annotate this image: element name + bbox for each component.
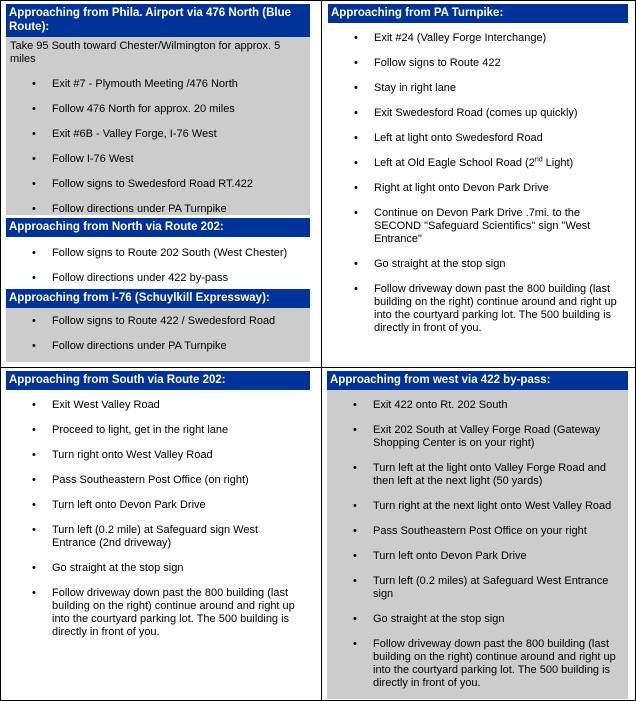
list-item: • Turn left at the light onto Valley Forge Road and then left at the next light (50 yards) — [353, 462, 606, 487]
bullet-icon: • — [32, 340, 36, 352]
list-item: • Turn left onto Devon Park Drive — [353, 550, 527, 562]
bullet-icon: • — [353, 424, 357, 436]
bullet-icon: • — [32, 315, 36, 327]
bullet-icon: • — [354, 157, 358, 169]
list-item: • Follow directions under PA Turnpike — [32, 340, 227, 352]
section-title: Approaching from North via Route 202: — [6, 218, 310, 237]
bullet-icon: • — [32, 587, 36, 599]
bullet-icon: • — [354, 57, 358, 69]
list-item: • Follow directions under PA Turnpike — [32, 203, 227, 215]
section-title: Approaching from South via Route 202: — [6, 371, 310, 390]
list-item: • Go straight at the stop sign — [353, 613, 505, 625]
section-i76 — [6, 289, 310, 362]
bullet-icon: • — [32, 474, 36, 486]
section-phila-airport — [6, 4, 310, 215]
list-item: • Follow directions under 422 by-pass — [32, 272, 229, 284]
bullet-icon: • — [32, 247, 36, 259]
intro-text: Take 95 South toward Chester/Wilmington for approx. 5 miles — [10, 40, 281, 65]
list-item: • Proceed to light, get in the right lane — [32, 424, 229, 436]
bullet-icon: • — [32, 449, 36, 461]
list-item: • Left at light onto Swedesford Road — [354, 132, 543, 144]
list-item: • Stay in right lane — [354, 82, 456, 94]
section-north-202 — [6, 218, 310, 289]
list-item: • Follow signs to Route 202 South (West Chester) — [32, 247, 288, 259]
section-title: Approaching from Phila. Airport via 476 North (Blue Route): — [6, 4, 310, 37]
bullet-icon: • — [32, 203, 36, 215]
bullet-icon: • — [32, 178, 36, 190]
cell-bottom-left — [6, 371, 310, 639]
bullet-icon: • — [32, 153, 36, 165]
list-item: • Turn right at the next light onto West Valley Road — [353, 500, 612, 512]
section-body — [327, 390, 628, 699]
bullet-icon: • — [32, 103, 36, 115]
list-item: • Exit 422 onto Rt. 202 South — [353, 399, 508, 411]
section-south-202 — [6, 371, 310, 639]
list-item: • Pass Southeastern Post Office (on right) — [32, 474, 249, 486]
section-body — [6, 237, 310, 289]
bullet-icon: • — [354, 107, 358, 119]
bullet-icon: • — [354, 207, 358, 219]
list-item: • Follow I-76 West — [32, 153, 134, 165]
list-item: • Exit West Valley Road — [32, 399, 160, 411]
list-item: • Follow driveway down past the 800 building (last building on the right) continue around and right up into the courtyard parking lot. The 500 building is directly in front of you. — [32, 587, 295, 638]
cell-top-left — [6, 4, 310, 362]
list-item: • Follow signs to Swedesford Road RT.422 — [32, 178, 253, 190]
bullet-icon: • — [32, 399, 36, 411]
list-item: • Right at light onto Devon Park Drive — [354, 182, 549, 194]
list-item: • Pass Southeastern Post Office on your right — [353, 525, 587, 537]
list-item: • Follow driveway down past the 800 building (last building on the right) continue around and right up into the courtyard parking lot. The 500 building is directly in front of you. — [354, 283, 617, 334]
bullet-icon: • — [32, 424, 36, 436]
section-pa-turnpike — [328, 4, 628, 335]
bullet-icon: • — [32, 524, 36, 536]
section-west-422 — [327, 371, 628, 699]
bullet-icon: • — [32, 499, 36, 511]
bullet-icon: • — [354, 182, 358, 194]
list-item: • Exit #24 (Valley Forge Interchange) — [354, 32, 547, 44]
list-item: • Go straight at the stop sign — [32, 562, 184, 574]
list-item: • Turn right onto West Valley Road — [32, 449, 213, 461]
bullet-icon: • — [353, 638, 357, 650]
section-body — [6, 37, 310, 215]
column-divider — [321, 0, 322, 701]
list-item: • Turn left (0.2 mile) at Safeguard sign West Entrance (2nd driveway) — [32, 524, 259, 549]
bullet-icon: • — [32, 272, 36, 284]
bullet-icon: • — [354, 283, 358, 295]
bullet-icon: • — [353, 575, 357, 587]
cell-top-right — [328, 4, 628, 335]
cell-bottom-right — [327, 371, 628, 699]
list-item: • Turn left onto Devon Park Drive — [32, 499, 206, 511]
bullet-icon: • — [353, 550, 357, 562]
list-item: • Continue on Devon Park Drive .7mi. to the SECOND "Safeguard Scientifics" sign "West Entrance" — [354, 207, 591, 245]
bullet-icon: • — [353, 613, 357, 625]
section-title: Approaching from west via 422 by-pass: — [327, 371, 628, 390]
bullet-icon: • — [353, 462, 357, 474]
section-title: Approaching from I-76 (Schuylkill Expressway): — [6, 289, 310, 308]
bullet-icon: • — [354, 132, 358, 144]
list-item: • Exit 202 South at Valley Forge Road (Gateway Shopping Center is on your right) — [353, 424, 601, 449]
list-item: • Turn left (0.2 miles) at Safeguard West Entrance sign — [353, 575, 609, 600]
row-divider — [0, 367, 636, 368]
list-item: • Follow 476 North for approx. 20 miles — [32, 103, 235, 115]
list-item: • Exit #7 - Plymouth Meeting /476 North — [32, 78, 238, 90]
bullet-icon: • — [32, 128, 36, 140]
bullet-icon: • — [353, 500, 357, 512]
list-item: • Follow driveway down past the 800 building (last building on the right) continue around and right up into the courtyard parking lot. The 500 building is directly in front of you. — [353, 638, 616, 689]
bullet-icon: • — [353, 525, 357, 537]
bullet-icon: • — [353, 399, 357, 411]
list-item: • Exit Swedesford Road (comes up quickly) — [354, 107, 578, 119]
list-item: • Go straight at the stop sign — [354, 258, 506, 270]
list-item: • Exit #6B - Valley Forge, I-76 West — [32, 128, 217, 140]
list-item: • Left at Old Eagle School Road (2nd Light) — [354, 156, 574, 169]
section-body — [6, 308, 310, 362]
bullet-icon: • — [354, 82, 358, 94]
bullet-icon: • — [354, 32, 358, 44]
superscript: nd — [534, 156, 543, 164]
bullet-icon: • — [32, 78, 36, 90]
list-item: • Follow signs to Route 422 — [354, 57, 501, 69]
section-title: Approaching from PA Turnpike: — [328, 4, 628, 23]
bullet-icon: • — [354, 258, 358, 270]
list-item: • Follow signs to Route 422 / Swedesford Road — [32, 315, 276, 327]
bullet-icon: • — [32, 562, 36, 574]
